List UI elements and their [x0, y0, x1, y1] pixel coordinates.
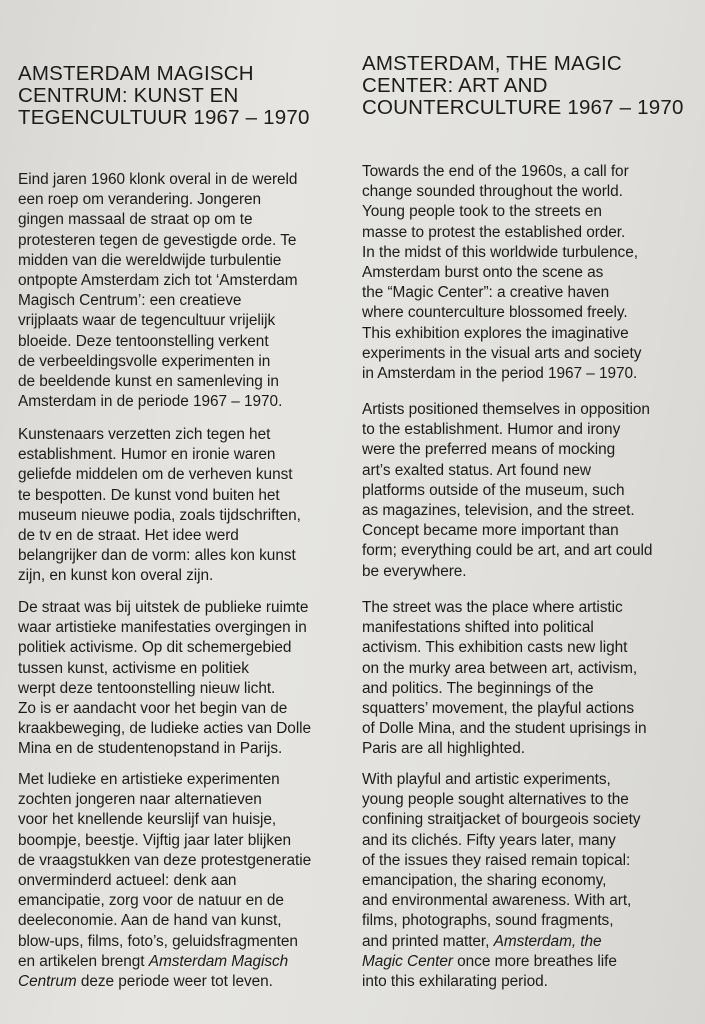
- dutch-paragraph-4-text: Met ludieke en artistieke experimenten zochten jongeren naar alternatieven voor het knellende keurslijf van huisje, boompje, beestje. Vijftig jaar later blijken de vraagstukken van deze protestgeneratie onverminderd actueel: denk aan emancipatie, zorg voor de natuur en de deeleconomie. Aan de hand van kunst, blow-ups, films, foto’s, geluidsfragmenten en artikelen brengt: [18, 771, 312, 970]
- english-paragraph-2: Artists positioned themselves in opposition to the establishment. Humor and irony were the preferred means of mocking art’s exalted status. Art found new platforms outside of the museum, such as magazines, television, and the street. Concept became more important than form; everything could be art, and art could be everywhere.: [362, 401, 653, 580]
- dutch-paragraph-4: [18, 770, 340, 992]
- english-paragraph-3: The street was the place where artistic manifestations shifted into political activism. This exhibition casts new light on the murky area between art, activism, and politics. The beginnings of the squatters’ movement, the playful actions of Dolle Mina, and the student uprisings in Paris are all highlighted.: [362, 599, 647, 758]
- dutch-exhibition-title: Amsterdam Magisch Centrum: [18, 952, 289, 991]
- english-paragraph-4: [362, 770, 694, 992]
- dutch-paragraph-2: Kunstenaars verzetten zich tegen het establishment. Humor en ironie waren geliefde middelen om de verheven kunst te bespotten. De kunst vond buiten het museum nieuwe podia, zoals tijdschriften, de tv en de straat. Het idee werd belangrijker dan de vorm: alles kon kunst zijn, en kunst kon overal zijn.: [18, 426, 301, 585]
- dutch-paragraph-1: Eind jaren 1960 klonk overal in de wereld een roep om verandering. Jongeren gingen massaal de straat op om te protesteren tegen de gevestigde orde. Te midden van die wereldwijde turbulentie ontpopte Amsterdam zich tot ‘Amsterdam Magisch Centrum’: een creatieve vrijplaats waar de tegencultuur vrijelijk bloeide. Deze tentoonstelling verkent de verbeeldingsvolle experimenten in de beeldende kunst en samenleving in Amsterdam in de periode 1967 – 1970.: [18, 171, 298, 411]
- english-title: AMSTERDAM, THE MAGIC CENTER: ART AND COUNTERCULTURE 1967 – 1970: [362, 52, 684, 119]
- english-exhibition-title: Amsterdam, the Magic Center: [362, 932, 602, 970]
- dutch-paragraph-3: De straat was bij uitstek de publieke ruimte waar artistieke manifestaties overgingen in politiek activisme. Op dit schemergebied tussen kunst, activisme en politiek werpt deze tentoonstelling nieuw licht. Zo is er aandacht voor het begin van de kraakbeweging, de ludieke acties van Dolle Mina en de studentenopstand in Parijs.: [18, 599, 312, 758]
- english-paragraph-4-text: With playful and artistic experiments, young people sought alternatives to the confining straitjacket of bourgeois society and its clichés. Fifty years later, many of the issues they raised remain topical: emancipation, the sharing economy, and environmental awareness. With art, films, photographs, sound fragments, and printed matter,: [362, 771, 641, 950]
- english-paragraph-4-tail: once more breathes life into this exhilarating period.: [362, 952, 617, 991]
- dutch-paragraph-4-tail: deze periode weer tot leven.: [76, 973, 273, 991]
- dutch-title: AMSTERDAM MAGISCH CENTRUM: KUNST EN TEGENCULTUUR 1967 – 1970: [18, 62, 310, 129]
- english-paragraph-1: Towards the end of the 1960s, a call for change sounded throughout the world. Young people took to the streets en masse to protest the established order. In the midst of this worldwide turbulence, Amsterdam burst onto the scene as the “Magic Center”: a creative haven where counterculture blossomed freely. This exhibition explores the imaginative experiments in the visual arts and society in Amsterdam in the period 1967 – 1970.: [362, 163, 642, 383]
